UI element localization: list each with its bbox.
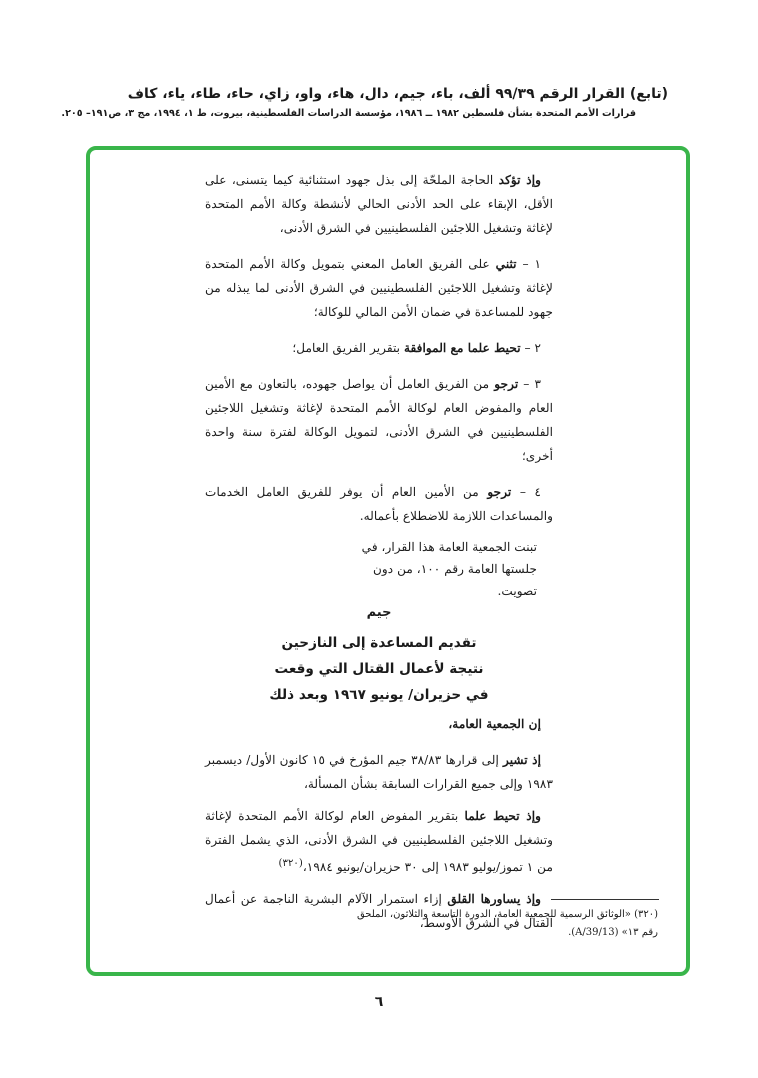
document-body [205,168,553,947]
p4-text: من الأمين العام أن يوفر للفريق العامل الخدمات والمساعدات اللازمة للاضطلاع بأعماله. [205,485,553,523]
p1-num: ١ – [516,257,542,271]
footnote-divider [551,899,659,900]
q3-text: إزاء استمرار الآلام البشرية الناجمة عن أعمال القتال في الشرق الأوسط، [205,892,553,931]
p0-lead: وإذ تؤكد [498,173,541,187]
clause-2 [205,804,553,879]
header-title: (تابع) القرار الرقم ٩٩/٣٩ ألف، باء، جيم، دال، هاء، واو، زاي، حاء، طاء، ياء، كاف [127,86,668,102]
section-letter: جيم [366,605,392,620]
clause-1 [205,748,553,796]
p4-lead: ترجو [487,485,512,499]
p0-text: الحاجة الملحّة إلى بذل جهود استثنائية كيما يتسنى، على الأقل، الإبقاء على الحد الأدنى الحالي لأنشطة وكالة الأمم المتحدة لإغاثة وتشغيل اللاجئين الفلسطينيين في الشرق الأدنى، [205,173,553,235]
footnote-ref: (٣٢٠) [278,858,303,869]
paragraph-0 [205,168,553,240]
q2-lead: وإذ تحيط علما [464,809,541,823]
paragraph-1 [205,252,553,324]
resolution-title [205,630,553,708]
p1-text: على الفريق العامل المعني بتمويل وكالة الأمم المتحدة لإغاثة وتشغيل اللاجئين الفلسطينيين في الشرق الأدنى لما يبذله من جهود للمساعدة في ضمان الأمن المالي للوكالة؛ [205,257,553,319]
paragraph-2 [205,336,553,360]
footnote: (٣٢٠) «الوثائق الرسمية للجمعية العامة، الدورة التاسعة والثلاثون، الملحق رقم ١٣» (A/39/13). [356,909,658,938]
adoption-note: تبنت الجمعية العامة هذا القرار، في جلستها العامة رقم ١٠٠، من دون تصويت. [361,540,537,598]
preamble: إن الجمعية العامة، [448,717,541,731]
p3-text: من الفريق العامل أن يواصل جهوده، بالتعاون مع الأمين العام والمفوض العام لوكالة الأمم المتحدة لإغاثة وتشغيل اللاجئين الفلسطينيين في الشرق الأدنى، لتمويل الوكالة لفترة سنة واحدة أخرى؛ [205,377,553,463]
p3-num: ٣ – [518,377,541,391]
paragraph-3 [205,372,553,468]
title-line-1: تقديم المساعدة إلى النازحين [281,635,477,651]
title-line-3: في حزيران/ يونيو ١٩٦٧ وبعد ذلك [269,687,489,703]
q1-lead: إذ تشير [503,753,541,767]
p1-lead: تثني [495,257,517,271]
q2-text: بتقرير المفوض العام لوكالة الأمم المتحدة لإغاثة وتشغيل اللاجئين الفلسطينيين في الشرق الأدنى، الذي يشمل الفترة من ١ تموز/يوليو ١٩٨٣ إلى ٣٠ حزيران/يونيو ١٩٨٤، [205,809,553,875]
p2-num: ٢ – [520,341,541,355]
header-source: قرارات الأمم المتحدة بشأن فلسطين ١٩٨٢ ــ ١٩٨٦، مؤسسة الدراسات الفلسطينية، بيروت، ط ١، ١٩٩٤، مج ٣، ص١٩١– ٢٠٥. [61,108,636,119]
page-number: ٦ [374,994,384,1010]
title-line-2: نتيجة لأعمال القتال التي وقعت [274,661,484,677]
paragraph-4 [205,480,553,528]
p2-lead: تحيط علما مع الموافقة [403,341,521,355]
p2-text: بتقرير الفريق العامل؛ [292,341,404,355]
q3-lead: وإذ يساورها القلق [447,892,541,907]
p4-num: ٤ – [511,485,542,499]
q1-text: إلى قرارها ٣٨/٨٣ جيم المؤرخ في ١٥ كانون الأول/ ديسمبر ١٩٨٣ وإلى جميع القرارات السابقة بشأن المسألة، [205,753,553,791]
p3-lead: ترجو [494,377,519,391]
